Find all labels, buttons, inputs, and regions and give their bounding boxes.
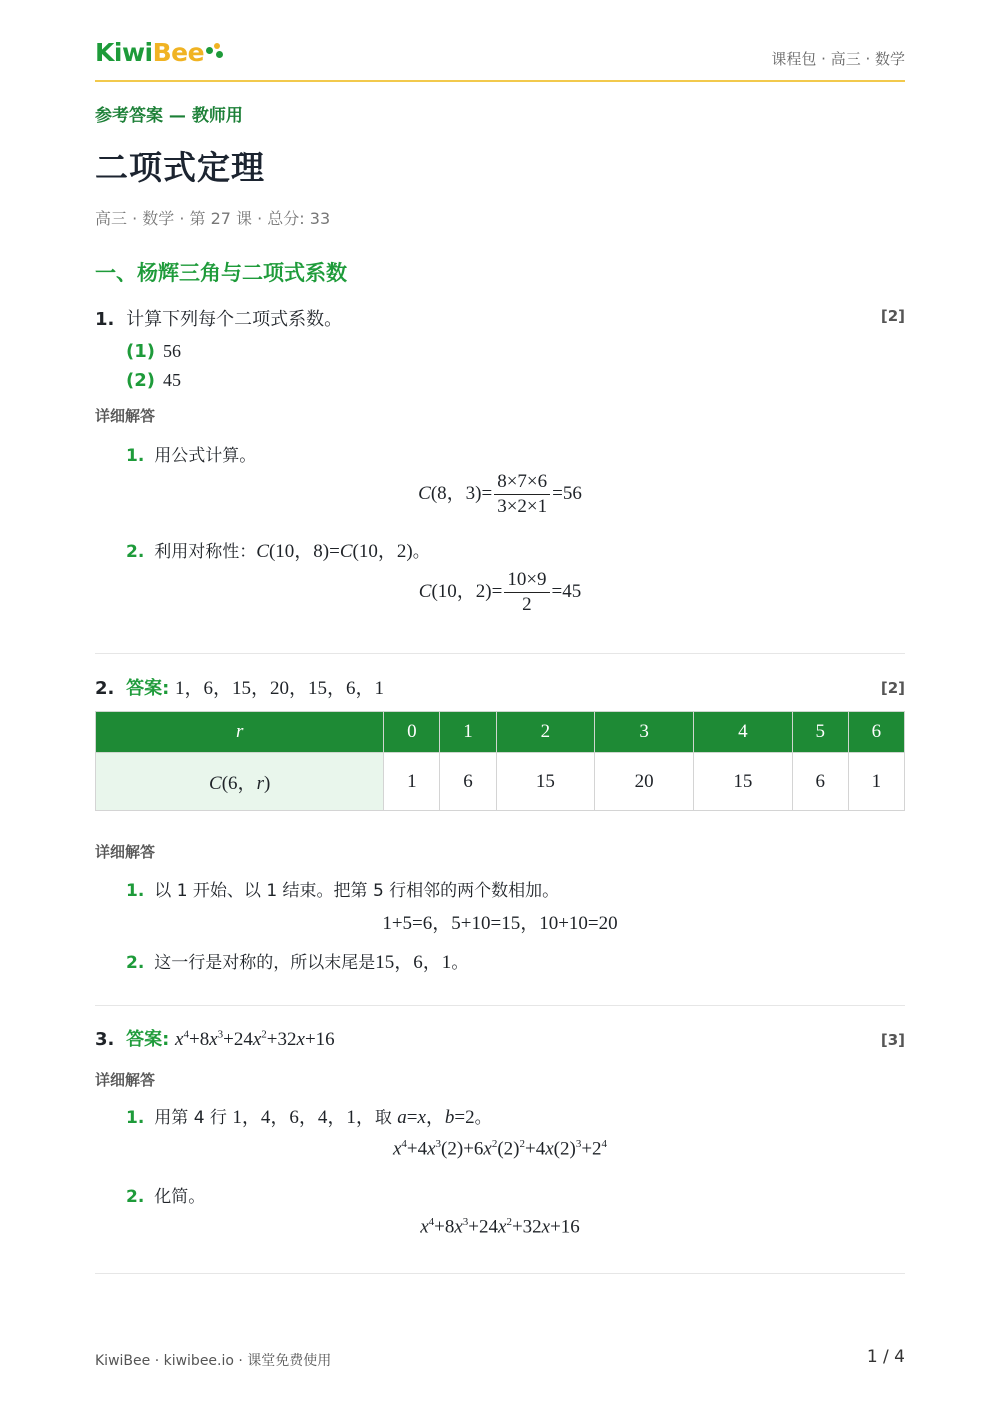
detail-heading: 详细解答 bbox=[95, 1071, 156, 1089]
solution-step: 1. 用公式计算。 bbox=[126, 446, 257, 466]
question-3: 3. 答案: $x^4+8x^3+24x^2+32x+16$ [3] bbox=[95, 1028, 905, 1050]
table-cell: 1 bbox=[848, 753, 904, 811]
table-header-cell: 5 bbox=[792, 712, 848, 753]
breadcrumb: 课程包 · 高三 · 数学 bbox=[771, 50, 905, 68]
page-number: 1 / 4 bbox=[866, 1347, 905, 1367]
divider bbox=[95, 1005, 905, 1006]
kiwibee-logo[interactable]: KiwiBee bbox=[95, 38, 224, 67]
fraction: $\frac{8\times 7\times 6}{3\times 2\times 1}$ bbox=[494, 470, 550, 519]
row-header-cell: C(6，r) bbox=[96, 753, 384, 811]
lesson-meta: 高三 · 数学 · 第 27 课 · 总分: 33 bbox=[95, 209, 331, 228]
divider bbox=[95, 653, 905, 654]
answer-label: 答案: bbox=[126, 678, 170, 699]
page-header bbox=[95, 36, 905, 82]
table-header-cell: 3 bbox=[595, 712, 694, 753]
marks-badge: [2] bbox=[880, 679, 905, 697]
table-cell: 6 bbox=[792, 753, 848, 811]
table-cell: 15 bbox=[496, 753, 595, 811]
marks-badge: [3] bbox=[880, 1031, 905, 1049]
question-number: 1. bbox=[95, 309, 115, 330]
table-cell: 15 bbox=[694, 753, 793, 811]
fraction: $\frac{10\times 9}{2}$ bbox=[504, 568, 549, 617]
equation-4: $x^4+4x^3(2)+6x^2(2)^2+4x(2)^3+2^4$ bbox=[392, 1138, 608, 1160]
sub-answer-2: (2) 45 bbox=[126, 370, 181, 391]
equation-5: $x^4+8x^3+24x^2+32x+16$ bbox=[420, 1216, 580, 1238]
table-header-cell: 1 bbox=[440, 712, 496, 753]
solution-step: 1. 用第 4 行 1，4，6，4，1，取 a=x，b=2。 bbox=[126, 1107, 492, 1128]
question-2: 2. 答案: 1，6，15，20，15，6，1 [2] bbox=[95, 678, 905, 699]
binomial-table bbox=[95, 711, 905, 811]
table-row bbox=[96, 753, 905, 811]
footer-source: KiwiBee · kiwibee.io · 课堂免费使用 bbox=[95, 1353, 332, 1369]
section-title: 一、杨辉三角与二项式系数 bbox=[95, 261, 347, 285]
equation-2: C(10，2)= $\frac{10\times 9}{2}$ =45 bbox=[418, 569, 582, 615]
answer-label: 答案: bbox=[126, 1029, 170, 1050]
page-title: 二项式定理 bbox=[95, 148, 265, 187]
table-cell: 20 bbox=[595, 753, 694, 811]
table-cell: 1 bbox=[384, 753, 440, 811]
solution-step: 2. 利用对称性：C(10，8)=C(10，2)。 bbox=[126, 541, 430, 562]
solution-step: 2. 这一行是对称的，所以末尾是15，6，1。 bbox=[126, 952, 469, 973]
solution-step: 1. 以 1 开始、以 1 结束。把第 5 行相邻的两个数相加。 bbox=[126, 881, 560, 901]
answer-key-kicker: 参考答案 — 教师用 bbox=[95, 106, 243, 126]
sub-answer-1: (1) 56 bbox=[126, 341, 181, 362]
detail-heading: 详细解答 bbox=[95, 843, 156, 861]
solution-step: 2. 化简。 bbox=[126, 1187, 206, 1207]
equation-3: 1+5=6，5+10=15，10+10=20 bbox=[382, 913, 618, 934]
table-header-cell: r bbox=[96, 712, 384, 753]
table-header-cell: 0 bbox=[384, 712, 440, 753]
answer-expression: $x^4+8x^3+24x^2+32x+16$ bbox=[175, 1028, 335, 1050]
question-1 bbox=[95, 305, 905, 331]
divider bbox=[95, 1273, 905, 1274]
table-cell: 6 bbox=[440, 753, 496, 811]
detail-heading: 详细解答 bbox=[95, 407, 156, 425]
table-header-cell: 2 bbox=[496, 712, 595, 753]
marks-badge: [2] bbox=[880, 307, 905, 325]
table-header-cell: 6 bbox=[848, 712, 904, 753]
answer-value: 1，6，15，20，15，6，1 bbox=[175, 678, 385, 699]
logo-dots-icon bbox=[206, 43, 224, 59]
equation-1: C(8，3)= $\frac{8\times 7\times 6}{3\times 2\times 1}$ =56 bbox=[418, 471, 582, 517]
table-header-cell: 4 bbox=[694, 712, 793, 753]
question-prompt: 计算下列每个二项式系数。 bbox=[126, 309, 343, 330]
